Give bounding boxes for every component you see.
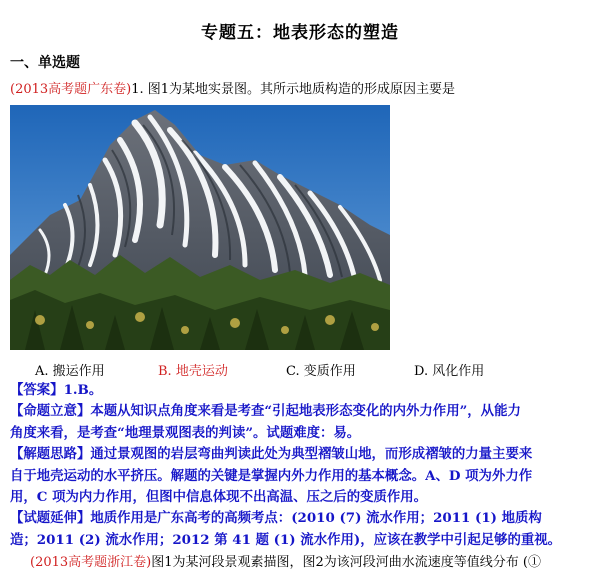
question-2-text: 图1为某河段景观素描图，图2为该河段河曲水流速度等值线分布 (①: [151, 555, 541, 570]
idea-line-2: 自于地壳运动的水平挤压。解题的关键是掌握内外力作用的基本概念。A、D 项为外力作: [10, 467, 533, 484]
extend-tag: 【试题延伸】: [10, 510, 91, 526]
intent-block: [10, 401, 595, 444]
intent-line-2: 角度来看，是考查“地理景观图表的判读”。试题难度：易。: [10, 424, 361, 441]
idea-line-3: 用，C 项为内力作用，但图中信息体现不出高温、压之后的变质作用。: [10, 489, 428, 505]
question-2-source: (2013高考题浙江卷): [30, 555, 152, 570]
answer-tag: 【答案】: [10, 382, 64, 398]
question-1: [10, 78, 455, 97]
intent-tag: 【命题立意】: [10, 403, 91, 419]
question-1-source: (2013高考题广东卷): [10, 82, 132, 97]
option-d[interactable]: D. 风化作用: [414, 364, 485, 379]
answer-text: 1.B。: [63, 382, 103, 398]
option-a[interactable]: A. 搬运作用: [35, 364, 105, 379]
extend-block: [10, 508, 595, 551]
option-b[interactable]: B. 地壳运动: [158, 364, 228, 379]
question-2: [30, 551, 541, 570]
mountain-fold-photo: [10, 105, 390, 350]
extend-line-1: 地质作用是广东高考的高频考点：(2010 (7) 流水作用；2011 (1) 地质构: [90, 510, 542, 526]
idea-block: [10, 444, 595, 509]
section-heading: 一、单选题: [10, 55, 80, 71]
idea-tag: 【解题思路】: [10, 446, 91, 462]
question-1-text: 1. 图1为某地实景图。其所示地质构造的形成原因主要是: [131, 82, 456, 97]
intent-line-1: 本题从知识点角度来看是考查“引起地表形态变化的内外力作用”，从能力: [90, 403, 521, 419]
extend-line-2: 造；2011 (2) 流水作用；2012 第 41 题 (1) 流水作用)，应该在教学中引起足够的重视。: [10, 531, 562, 548]
answer-block: [10, 380, 595, 402]
option-c[interactable]: C. 变质作用: [286, 364, 356, 379]
photo-illustration: [10, 105, 390, 350]
answer-options: [35, 360, 484, 379]
idea-line-1: 通过景观图的岩层弯曲判读此处为典型褶皱山地，而形成褶皱的力量主要来: [90, 446, 533, 462]
page-title: 专题五：地表形态的塑造: [201, 23, 399, 43]
